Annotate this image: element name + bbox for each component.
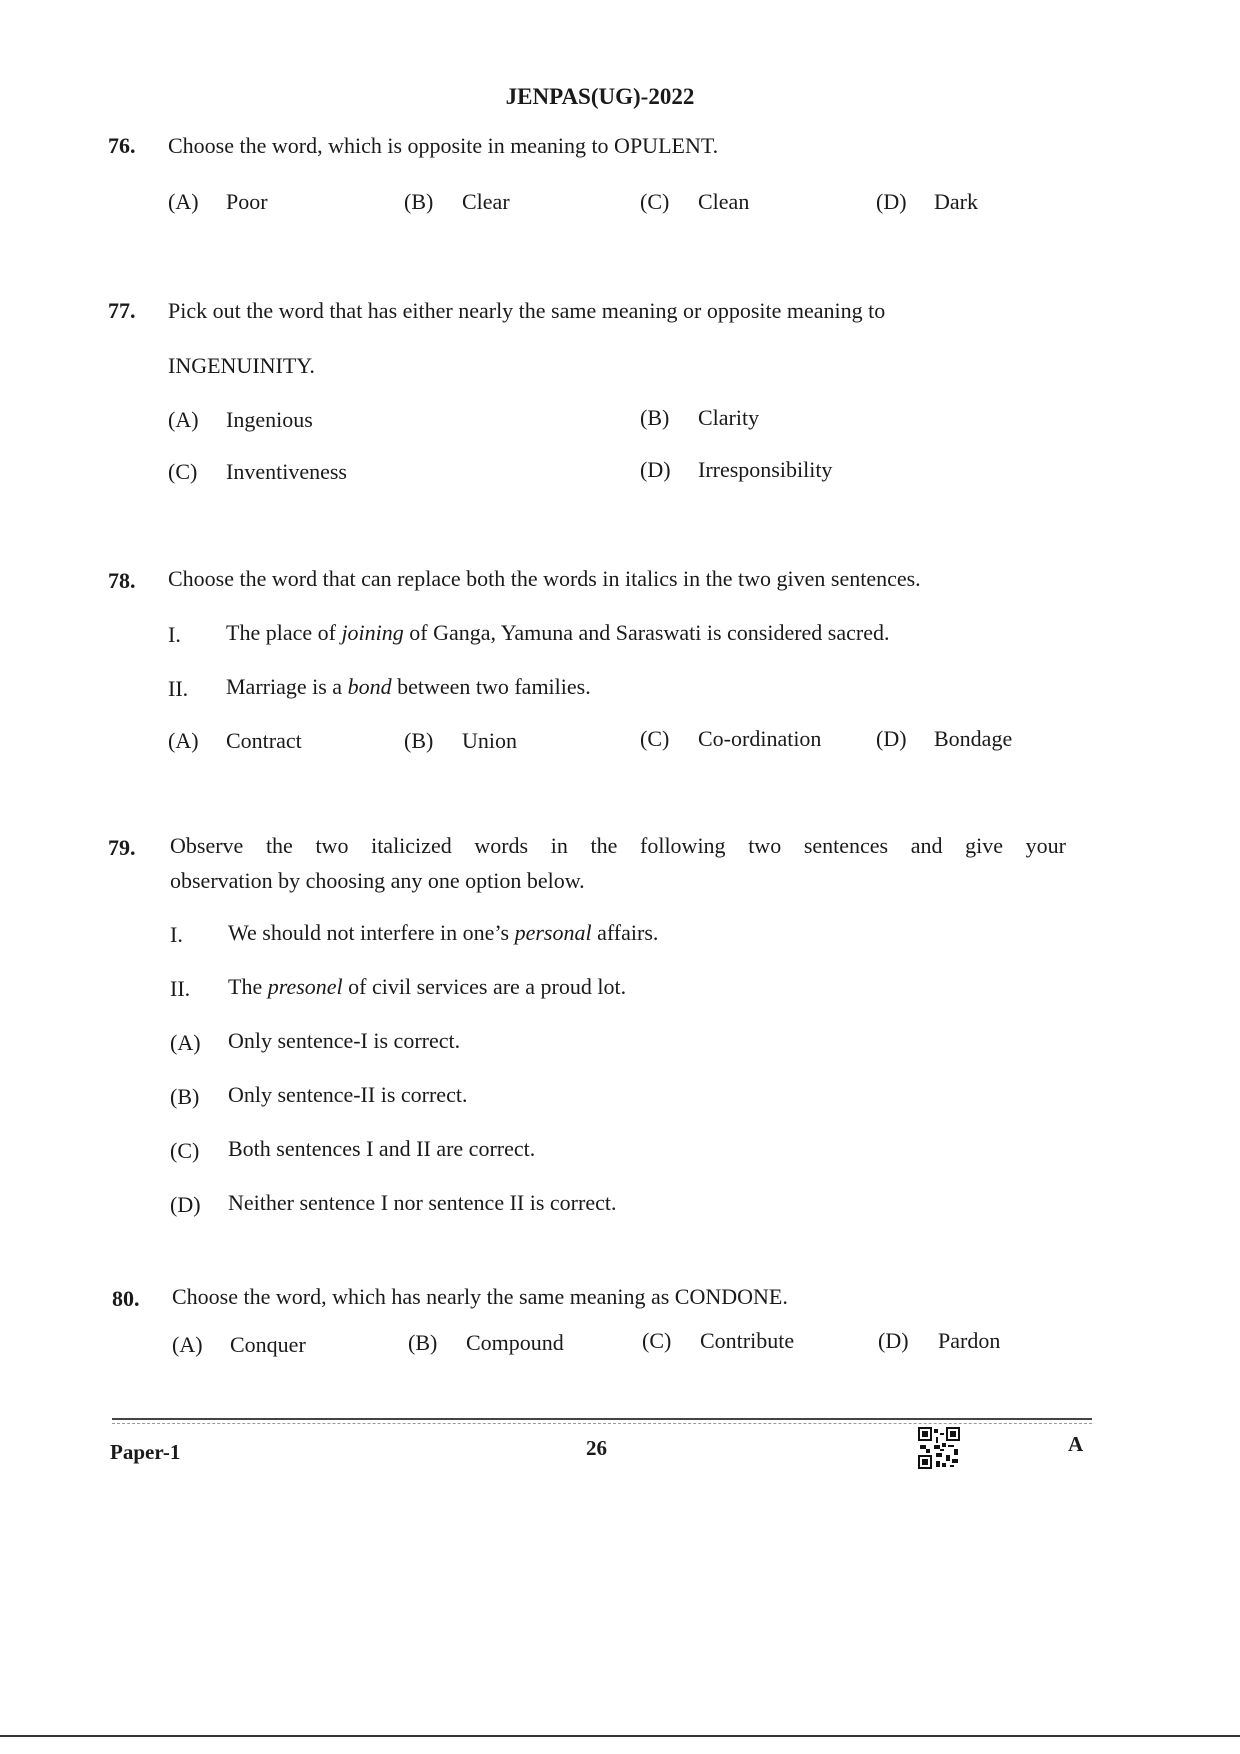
sentence-roman-numeral: I. xyxy=(170,922,183,947)
sentence-text-after: of civil services are a proud lot. xyxy=(342,974,627,999)
option-text: Bondage xyxy=(934,726,1013,751)
option-text: Inventiveness xyxy=(226,459,347,484)
question-text: Choose the word, which has nearly the same meaning as CONDONE. xyxy=(172,1284,788,1309)
option-letter: (B) xyxy=(404,189,434,214)
italic-word: bond xyxy=(347,674,392,699)
option-letter: (A) xyxy=(170,1030,201,1055)
option-letter: (B) xyxy=(170,1084,200,1109)
option-letter: (D) xyxy=(876,189,907,214)
question-text-continued: INGENUINITY. xyxy=(168,353,315,378)
option-text: Only sentence-II is correct. xyxy=(228,1082,468,1107)
option-letter: (D) xyxy=(878,1328,909,1353)
option-letter: (A) xyxy=(168,728,199,753)
option-letter: (D) xyxy=(640,457,671,482)
option-text: Compound xyxy=(466,1330,564,1355)
sentence-text-after: of Ganga, Yamuna and Saraswati is considered sacred. xyxy=(403,620,890,645)
option-text: Clear xyxy=(462,189,510,214)
sentence-roman-numeral: I. xyxy=(168,622,181,647)
option-text: Only sentence-I is correct. xyxy=(228,1028,461,1053)
question-number: 76. xyxy=(108,133,136,158)
option-letter: (A) xyxy=(168,407,199,432)
option-text: Both sentences I and II are correct. xyxy=(228,1136,536,1161)
page-number: 26 xyxy=(586,1436,607,1460)
sentence-text-before: Marriage is a xyxy=(226,674,348,699)
option-text: Clean xyxy=(698,189,750,214)
sentence-text-before: The xyxy=(228,974,268,999)
option-text: Irresponsibility xyxy=(698,457,833,482)
option-text: Conquer xyxy=(230,1332,306,1357)
question-text: Observe the two italicized words in the following two sentences and give your xyxy=(170,833,1066,858)
qr-code-icon xyxy=(918,1427,960,1469)
sentence-text-after: between two families. xyxy=(391,674,591,699)
exam-title: JENPAS(UG)-2022 xyxy=(505,84,695,109)
footer-divider xyxy=(112,1418,1092,1420)
option-letter: (D) xyxy=(876,726,907,751)
option-text: Ingenious xyxy=(226,407,313,432)
option-text: Union xyxy=(462,728,517,753)
option-text: Clarity xyxy=(698,405,760,430)
footer-divider-dashed xyxy=(112,1423,1092,1424)
option-text: Contract xyxy=(226,728,302,753)
option-letter: (C) xyxy=(642,1328,672,1353)
sentence-text xyxy=(226,674,591,700)
italic-word: personal xyxy=(514,920,592,945)
option-text: Pardon xyxy=(938,1328,1001,1353)
question-number: 80. xyxy=(112,1286,140,1311)
series-code: A xyxy=(1068,1432,1084,1456)
option-letter: (B) xyxy=(408,1330,438,1355)
sentence-text xyxy=(228,920,658,946)
option-text: Neither sentence I nor sentence II is correct. xyxy=(228,1190,617,1215)
page-bottom-rule xyxy=(0,1735,1240,1737)
sentence-text-before: The place of xyxy=(226,620,342,645)
question-text-continued: observation by choosing any one option below. xyxy=(170,868,585,893)
italic-word: joining xyxy=(341,620,404,645)
option-letter: (B) xyxy=(640,405,670,430)
option-text: Contribute xyxy=(700,1328,795,1353)
sentence-text xyxy=(226,620,889,646)
question-text: Pick out the word that has either nearly the same meaning or opposite meaning to xyxy=(168,298,886,323)
sentence-text-before: We should not interfere in one’s xyxy=(228,920,515,945)
question-text: Choose the word that can replace both the words in italics in the two given sentences. xyxy=(168,566,921,591)
question-number: 77. xyxy=(108,298,136,323)
option-text: Co-ordination xyxy=(698,726,822,751)
sentence-text xyxy=(228,974,626,1000)
option-letter: (A) xyxy=(172,1332,203,1357)
option-letter: (C) xyxy=(640,726,670,751)
question-text: Choose the word, which is opposite in meaning to OPULENT. xyxy=(168,133,719,158)
option-letter: (A) xyxy=(168,189,199,214)
paper-label: Paper-1 xyxy=(110,1440,181,1464)
option-letter: (C) xyxy=(170,1138,200,1163)
option-letter: (C) xyxy=(640,189,670,214)
option-text: Poor xyxy=(226,189,268,214)
question-number: 79. xyxy=(108,835,136,860)
italic-word: presonel xyxy=(267,974,343,999)
option-text: Dark xyxy=(934,189,978,214)
sentence-roman-numeral: II. xyxy=(168,676,189,701)
sentence-roman-numeral: II. xyxy=(170,976,191,1001)
option-letter: (C) xyxy=(168,459,198,484)
sentence-text-after: affairs. xyxy=(591,920,659,945)
option-letter: (B) xyxy=(404,728,434,753)
option-letter: (D) xyxy=(170,1192,201,1217)
question-number: 78. xyxy=(108,568,136,593)
